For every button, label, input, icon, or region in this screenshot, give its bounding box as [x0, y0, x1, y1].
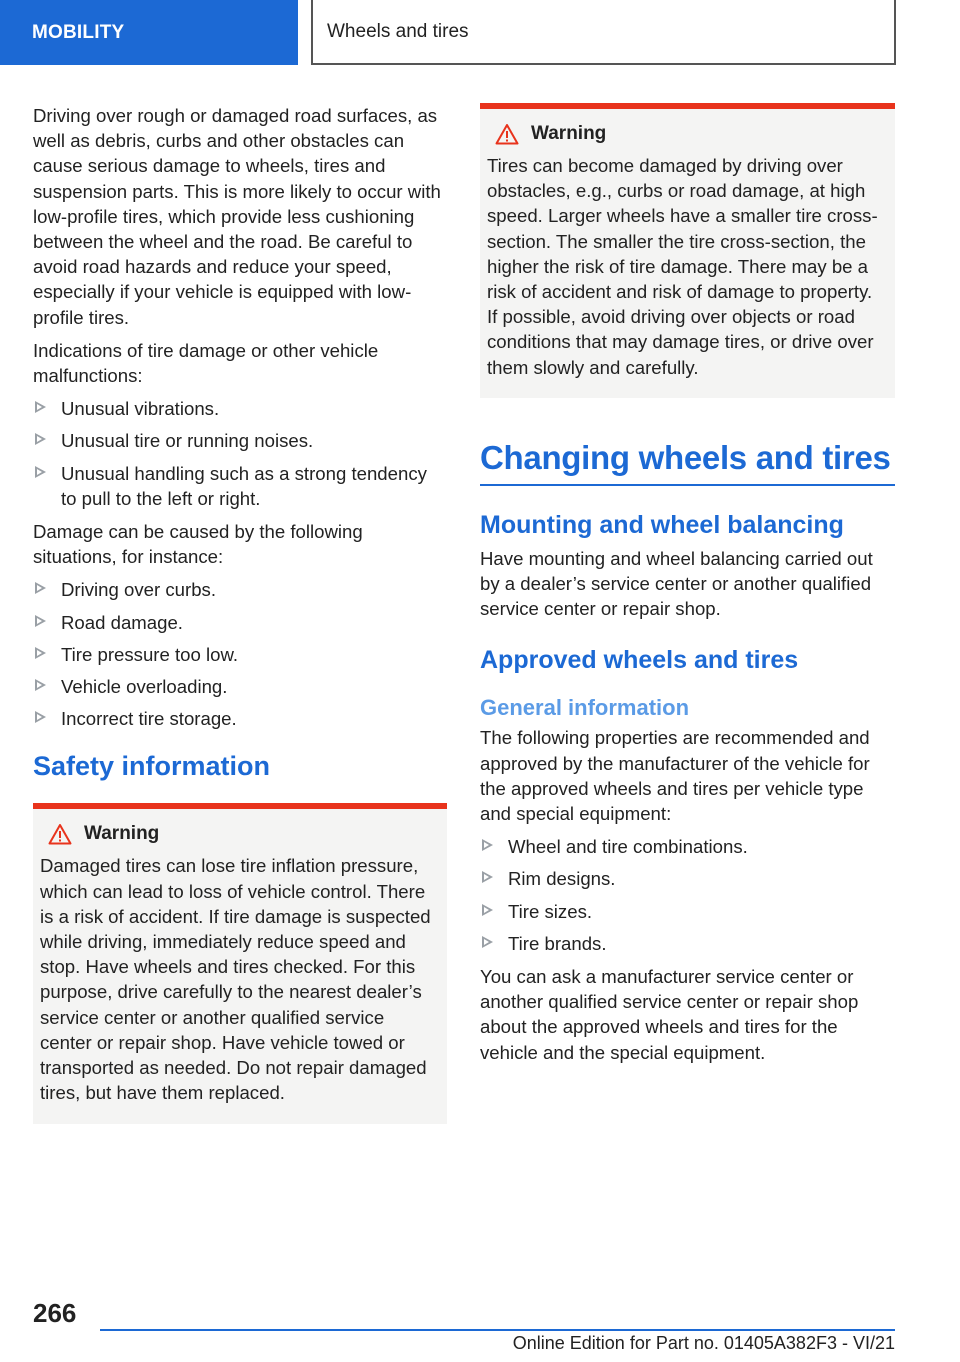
- warning-box: [480, 103, 895, 398]
- list-item: Unusual vibrations.: [33, 396, 447, 421]
- list-item: Wheel and tire combinations.: [480, 834, 895, 859]
- triangle-bullet-icon: [482, 839, 493, 851]
- mounting-text: Have mounting and wheel balancing carried out by a dealer’s service center or another qualified service center or repair shop.: [480, 547, 873, 620]
- list-item: Incorrect tire storage.: [33, 706, 447, 731]
- page-number: 266: [33, 1298, 77, 1328]
- list-item: Tire brands.: [480, 931, 895, 956]
- closing-text: You can ask a manufacturer service center or another qualified service center or repair shop about the approved wheels and tires for the vehicle and the special equipment.: [480, 966, 859, 1063]
- indications-list: [33, 396, 447, 511]
- footer-rule: [100, 1329, 895, 1331]
- approved-heading: Approved wheels and tires: [480, 646, 799, 675]
- right-column: [480, 103, 895, 1073]
- triangle-bullet-icon: [482, 936, 493, 948]
- properties-list: [480, 834, 895, 956]
- warning-title: Warning: [531, 123, 607, 144]
- causes-list: [33, 577, 447, 731]
- section-tab-label: MOBILITY: [32, 21, 125, 43]
- chapter-header-label: Wheels and tires: [327, 20, 469, 42]
- triangle-bullet-icon: [35, 647, 46, 659]
- chapter-heading: Changing wheels and tires: [480, 438, 895, 486]
- triangle-bullet-icon: [482, 871, 493, 883]
- mounting-heading: Mounting and wheel balancing: [480, 510, 844, 539]
- warning-icon: [495, 123, 519, 145]
- intro-paragraph: Driving over rough or damaged road surfaces, as well as debris, curbs and other obstacles can cause serious damage to wheels, tires and suspension parts. This is more likely to occur with low-profile tires, which provide less cushioning between the wheel and the road. Be careful to avoid road hazards and reduce your speed, especially if your vehicle is equipped with low-profile tires.: [33, 105, 441, 328]
- section-tab: [0, 0, 298, 65]
- general-heading: General information: [480, 695, 690, 721]
- chapter-header: [311, 0, 896, 65]
- triangle-bullet-icon: [35, 466, 46, 478]
- list-item: Rim designs.: [480, 866, 895, 891]
- warning-title: Warning: [84, 823, 160, 845]
- list-item: Unusual handling such as a strong tendency to pull to the left or right.: [33, 461, 447, 511]
- left-column: [33, 103, 447, 1124]
- footer-edition-text: Online Edition for Part no. 01405A382F3 - VI/21: [512, 1333, 895, 1353]
- warning-header: [487, 123, 887, 145]
- triangle-bullet-icon: [35, 433, 46, 445]
- warning-box: [33, 803, 447, 1123]
- list-item: Road damage.: [33, 610, 447, 635]
- triangle-bullet-icon: [35, 401, 46, 413]
- warning-header: [40, 823, 439, 845]
- triangle-bullet-icon: [35, 615, 46, 627]
- safety-heading: Safety information: [33, 751, 271, 782]
- triangle-bullet-icon: [35, 679, 46, 691]
- warning-icon: [48, 823, 72, 845]
- list-item: Vehicle overloading.: [33, 674, 447, 699]
- warning-text: Damaged tires can lose tire inflation pressure, which can lead to loss of vehicle control. There is a risk of accident. If tire damage is suspected while driving, immediately reduce speed and stop. Have wheels and tires checked. For this purpose, drive carefully to the nearest dealer’s service center or another qualified service center or repair shop. Have vehicle towed or transported as needed. Do not repair damaged tires, but have them replaced.: [40, 855, 431, 1104]
- triangle-bullet-icon: [35, 711, 46, 723]
- list-item: Tire sizes.: [480, 899, 895, 924]
- warning-text: Tires can become damaged by driving over obstacles, e.g., curbs or road damage, at high speed. Larger wheels have a smaller tire cross-section. The smaller the tire cross-section, the higher the risk of tire damage. There may be a risk of accident and risk of damage to property. If possible, avoid driving over objects or road conditions that may damage tires, or drive over them slowly and carefully.: [487, 155, 878, 378]
- causes-intro: Damage can be caused by the following situations, for instance:: [33, 521, 363, 568]
- indications-intro: Indications of tire damage or other vehicle malfunctions:: [33, 339, 379, 387]
- list-item: Unusual tire or running noises.: [33, 428, 447, 453]
- list-item: Driving over curbs.: [33, 577, 447, 602]
- list-item: Tire pressure too low.: [33, 642, 447, 667]
- general-text: The following properties are recommended and approved by the manufacturer of the vehicle for the approved wheels and tires per vehicle type and special equipment:: [480, 727, 870, 825]
- triangle-bullet-icon: [35, 582, 46, 594]
- triangle-bullet-icon: [482, 904, 493, 916]
